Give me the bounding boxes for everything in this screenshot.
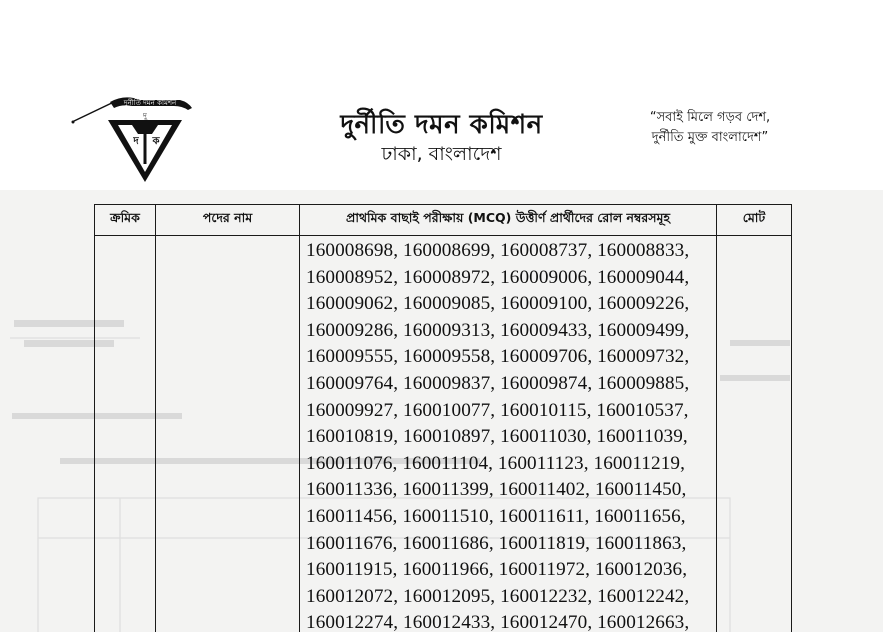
letterhead: [0, 0, 883, 190]
roll-line: 160009286, 160009313, 160009433, 160009499,: [306, 319, 690, 341]
roll-line: 160008952, 160008972, 160009006, 160009044,: [306, 266, 690, 288]
roll-line: 160009927, 160010077, 160010115, 160010537,: [306, 399, 689, 421]
roll-number-table: [94, 204, 792, 632]
logo-letter-right: ক: [152, 136, 160, 147]
column-header-serial: ক্রমিক: [95, 205, 156, 236]
logo-banner-text: দুর্নীতি দমন কমিশন: [123, 99, 177, 107]
org-location: ঢাকা, বাংলাদেশ: [381, 143, 502, 165]
roll-line: 160011915, 160011966, 160011972, 160012036,: [306, 559, 688, 581]
column-header-roll-numbers: প্রাথমিক বাছাই পরীক্ষায় (MCQ) উত্তীর্ণ প্রার্থীদের রোল নম্বরসমূহ: [300, 205, 717, 236]
roll-numbers-cell: [300, 236, 717, 632]
roll-line: 160010819, 160010897, 160011030, 160011039,: [306, 426, 688, 448]
roll-line: 160011336, 160011399, 160011402, 160011450,: [306, 479, 687, 501]
roll-line: 160009062, 160009085, 160009100, 160009226,: [306, 293, 690, 315]
logo-letter-left: দ: [133, 136, 139, 147]
roll-line: 160008698, 160008699, 160008737, 160008833,: [306, 240, 690, 261]
table-row: [95, 236, 792, 632]
roll-line: 160011076, 160011104, 160011123, 160011219,: [306, 452, 685, 474]
roll-line: 160011456, 160011510, 160011611, 160011656,: [306, 505, 686, 527]
roll-line: 160012072, 160012095, 160012232, 160012242,: [306, 585, 690, 607]
total-cell: [717, 236, 792, 632]
org-title: দুর্নীতি দমন কমিশন: [340, 110, 543, 140]
serial-cell: [95, 236, 156, 632]
roll-line: 160009555, 160009558, 160009706, 160009732,: [306, 346, 690, 368]
column-header-total: মোট: [717, 205, 792, 236]
roll-line: 160011676, 160011686, 160011819, 160011863,: [306, 532, 687, 554]
post-name-cell: [156, 236, 300, 632]
roll-line: 160012274, 160012433, 160012470, 160012663,: [306, 612, 690, 632]
table-header-row: [95, 205, 792, 236]
motto-line-1: “সবাই মিলে গড়ব দেশ,: [649, 110, 771, 125]
column-header-post-name: পদের নাম: [156, 205, 300, 236]
roll-line: 160009764, 160009837, 160009874, 160009885,: [306, 372, 690, 394]
motto: [620, 108, 800, 148]
motto-line-2: দুর্নীতি মুক্ত বাংলাদেশ”: [651, 130, 769, 145]
scanned-page: [0, 190, 883, 632]
logo-letter-top: দু: [143, 112, 147, 120]
